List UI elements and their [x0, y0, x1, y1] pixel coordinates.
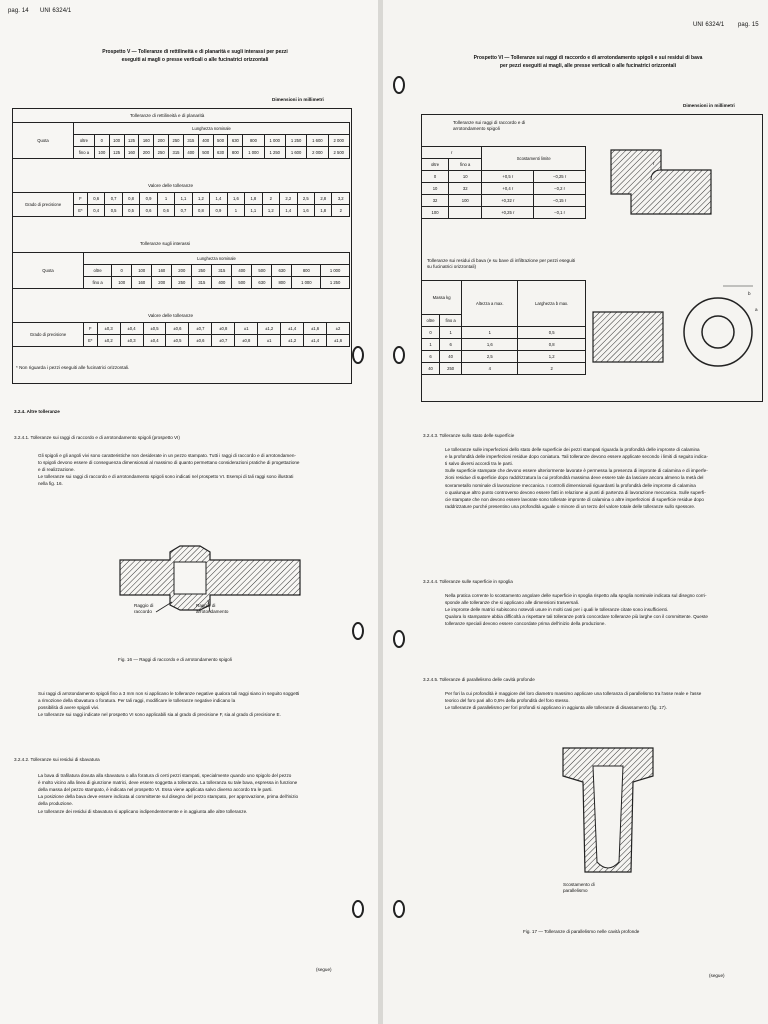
title-line-2: eseguiti ai magli o presse verticali o alle fucinatrici orizzontali	[121, 57, 269, 63]
line: to spigoli devono essere di conseguenza dimensionati al massimo di quanto permettano considerazioni pratiche di progettazione	[38, 460, 300, 466]
table-cell: −0,1 r	[534, 207, 586, 219]
table-cell: 0,6	[157, 205, 174, 217]
table-cell: ±1,6	[304, 323, 327, 335]
table-cell: 2 500	[328, 147, 349, 159]
line: Le tolleranze dei residui di sbavatura si applicano indipendentemente e in aggiunta alle altre tolleranze.	[38, 808, 248, 814]
line: e la profondità delle imperfezioni residue dopo coniatura. Tali tolleranze devono essere applicate secondo i limiti di seguito indica-	[445, 454, 708, 460]
table-cell: 500	[232, 277, 252, 289]
table-cell: 1,4	[280, 205, 297, 217]
fig17-caption: Fig. 17 — Tolleranze di parallelismo nelle cavità profonde	[523, 929, 640, 934]
line: Gli spigoli e gli angoli vivi sono caratteristiche non desiderate in un pezzo stampato. Tutti i raggi di raccordo e di arrotondamen-	[38, 453, 296, 458]
binder-hole	[352, 900, 364, 918]
table-cell: 1,2	[518, 351, 586, 363]
table-cell: 800	[228, 147, 243, 159]
table-cell: 10	[449, 171, 482, 183]
table-cell: ±0,8	[235, 335, 258, 347]
fig16-caption: Fig. 16 — Raggi di raccordo e di arrotondamento spigoli	[118, 657, 232, 662]
line: Le tolleranze di parallelismo per fori profondi si applicano in aggiunta alle tolleranze di disassamento (fig. 17).	[445, 705, 667, 711]
table-cell: 1,6	[462, 339, 518, 351]
table-cell: 1,8	[315, 205, 332, 217]
left-page	[0, 0, 378, 1024]
table-cell: 250	[192, 265, 212, 277]
values-heading: Valore delle tolleranze	[148, 183, 194, 188]
table-cell: 250	[172, 277, 192, 289]
line: sovrametallo nominale di lavorazione meccanica. I controlli dimensionali riguardanti la profondità delle impronte di calamina	[445, 482, 696, 488]
line: Per fori la cui profondità è maggiore del loro diametro massimo applicare una tolleranza di parallelismo tra l'asse reale e l'asse	[445, 691, 702, 696]
table-row	[422, 327, 586, 339]
table-cell: 1 600	[285, 147, 306, 159]
table-cell: 0,6	[87, 193, 104, 205]
table-cell: ±0,8	[212, 323, 235, 335]
quota-label-2: Quota	[13, 253, 84, 289]
table-cell: 1,6	[227, 193, 244, 205]
line: teorico del foro pari allo 0,5% della profondità del foro stesso.	[445, 698, 570, 704]
line: Le impronte delle matrici subiscono notevoli usure in molti casi per i quali le tolleranze citate sono insufficienti.	[445, 607, 669, 613]
length-label: Lunghezza nominale	[74, 123, 350, 135]
table-cell: 0,5	[105, 205, 122, 217]
line: è molto vicino alla linea di giunzione matrici, deve essere soggetta a tolleranza. La tolleranza su tale bava, espressa in funzione	[38, 780, 298, 786]
table-cell: 125	[124, 135, 139, 147]
table1-values	[12, 192, 350, 217]
table2-lengths	[12, 252, 350, 289]
fino-label-2: fino a	[84, 277, 112, 289]
paragraph-3	[38, 690, 368, 718]
line: Sulle superficie stampate che devono essere ulteriormente lavorate è permessa la presenza di impronte di calamina e di imperfe-	[445, 468, 708, 474]
table-cell: 500	[213, 135, 228, 147]
scost-label: Scostamenti limite	[482, 147, 586, 171]
line: a rimozione della sbavatura o foratura. Per tali raggi, modificare le tolleranze negative indicano la	[38, 698, 236, 704]
table-cell: 0,4	[87, 205, 104, 217]
table-cell: 0,9	[140, 193, 157, 205]
line: Nella pratica corrente lo scostamento angolare delle superficie in spoglia rispetto alla spoglia nominale indicata sul disegno corri-	[445, 593, 707, 598]
table-cell: 1 250	[264, 147, 285, 159]
table-cell: −0,15 r	[534, 195, 586, 207]
doc-code: UNI 6324/1	[40, 8, 72, 14]
fig16-label-arrotondamento: Raggio di arrotondamento	[196, 603, 229, 614]
line: Le tolleranze sui raggi di raccordo e di arrotondamento spigoli sono indicati nel prospetto VI. Esempi di tali raggi sono illustrati	[38, 474, 294, 480]
table-cell: 315	[192, 277, 212, 289]
quota-label: Quota	[13, 123, 74, 159]
f-label-2: F	[84, 323, 98, 335]
table-cell: ±0,7	[212, 335, 235, 347]
line: possibilità di avere spigoli vivi.	[38, 705, 100, 711]
section-3-2-4-1: 3.2.4.1. Tolleranze sui raggi di raccordo e di arrotondamento spigoli (prospetto VI)	[14, 435, 180, 440]
segue-left: (segue)	[316, 967, 332, 972]
table-cell: 250	[169, 135, 184, 147]
table-cell: 2 000	[307, 147, 328, 159]
table-cell: 1,1	[175, 193, 192, 205]
prospetto-v-title	[40, 48, 350, 64]
table-cell: ±2	[327, 323, 350, 335]
table-cell: 1	[422, 339, 440, 351]
table-cell: 800	[292, 265, 321, 277]
table-cell: 0	[422, 327, 440, 339]
table-cell: 100	[132, 265, 152, 277]
table-cell: ±0,6	[189, 335, 212, 347]
table-cell: ±0,7	[189, 323, 212, 335]
table-cell: 200	[152, 277, 172, 289]
table-cell: ±1,4	[281, 323, 304, 335]
altezza-label: Altezza a max.	[462, 281, 518, 327]
table-cell: 200	[154, 135, 169, 147]
table-cell: 100	[109, 135, 124, 147]
line: Sui raggi di arrotondamento spigoli fino a 3 mm non si applicano le tolleranze negative qualora tali raggi siano in seguito soggetti	[38, 691, 300, 696]
table-cell: 0	[112, 265, 132, 277]
binder-hole	[393, 630, 405, 648]
table-cell: 2,5	[297, 193, 314, 205]
table-cell: 40	[440, 351, 462, 363]
section-3-2-4-2: 3.2.4.2. Tolleranze sui residui di sbavatura	[14, 757, 100, 762]
table-cell: ±1,2	[281, 335, 304, 347]
table-cell: ±0,4	[120, 323, 143, 335]
line: della produzione.	[38, 801, 73, 807]
page-number: pag. 15	[738, 22, 759, 28]
table-cell: 1 250	[285, 135, 306, 147]
table-cell: 4	[462, 363, 518, 375]
table-cell: 1	[440, 327, 462, 339]
table-cell: 100	[422, 207, 449, 219]
t1-heading: Tolleranze sui raggi di raccordo e di arrotondamento spigoli	[453, 120, 526, 131]
table-cell: 1,8	[245, 193, 262, 205]
table-cell: 160	[152, 265, 172, 277]
table-cell: 630	[252, 277, 272, 289]
table-cell: +0,5 r	[482, 171, 534, 183]
title-line-1: Prospetto VI — Tolleranze sui raggi di raccordo e di arrotondamento spigoli e sui residui di bava	[473, 55, 703, 61]
table-cell: +0,4 r	[482, 183, 534, 195]
table-note: * Non riguarda i pezzi eseguiti alle fucinatrici orizzontali.	[16, 365, 130, 370]
table-cell: 250	[440, 363, 462, 375]
length-label-2: Lunghezza nominale	[84, 253, 350, 265]
table-row	[422, 171, 586, 183]
table-cell: 125	[109, 147, 124, 159]
table1-lengths	[12, 122, 350, 159]
grade-label: Grado di precisione	[13, 193, 74, 217]
table-cell: ±1	[235, 323, 258, 335]
table-cell: 0,8	[518, 339, 586, 351]
table-cell: 6	[422, 351, 440, 363]
table-cell: 1	[462, 327, 518, 339]
table-cell: 400	[183, 147, 198, 159]
oltre-label-2: oltre	[84, 265, 112, 277]
flash-table	[421, 280, 586, 375]
table-cell: 400	[212, 277, 232, 289]
section-3-2-4-5: 3.2.4.5. Tolleranze di parallelismo delle cavità profonde	[423, 677, 535, 682]
table-cell: 6	[440, 339, 462, 351]
right-page	[383, 0, 768, 1024]
table-cell: ±0,3	[120, 335, 143, 347]
radius-table	[421, 146, 586, 219]
table-cell: 2 000	[328, 135, 349, 147]
table-cell: 0,6	[140, 205, 157, 217]
table-cell: 1 250	[321, 277, 350, 289]
table-cell: ±1,2	[258, 323, 281, 335]
fino-label: fino a	[440, 315, 462, 327]
table-cell: 630	[228, 135, 243, 147]
grade-label-2: Grado di precisione	[13, 323, 84, 347]
t2-heading: Tolleranze sui residui di bava (e su bave di infiltrazione per pezzi eseguiti su fucinatrici orizzontali)	[427, 258, 576, 269]
table-cell: 315	[169, 147, 184, 159]
section-3-2-4-3: 3.2.4.3. Tolleranze sullo stato delle superficie	[423, 433, 515, 438]
table-cell: 0,8	[122, 193, 139, 205]
doc-code: UNI 6324/1	[693, 22, 725, 28]
table1-heading: Tolleranze di rettilineità e di planarità	[130, 113, 205, 118]
table-row	[422, 207, 586, 219]
line: cie stampate che non devono essere lavorate sono tollerate impronte di calamina o altre imperfezioni di superficie residue dopo	[445, 496, 704, 502]
table-cell: 100	[94, 147, 109, 159]
table-cell: +0,32 r	[482, 195, 534, 207]
line: Qualora lo stampatore abbia difficoltà a rispettare tali tolleranze potrà concordare tolleranze più larghe con il committente. Queste	[445, 614, 708, 620]
table-cell: 200	[172, 265, 192, 277]
line: zioni residue di superficie dopo raddrizzatura la cui profondità massima deve essere tale da lasciare ancora almeno la metà del	[445, 475, 704, 481]
paragraph-5	[38, 772, 368, 815]
line: sponde alle tolleranze che si applicano alle dimensioni trasversali.	[445, 600, 580, 606]
line: ti salvo diversi accordi tra le parti.	[445, 461, 513, 467]
units-label: Dimensioni in millimetri	[272, 97, 324, 102]
radius-fig	[591, 134, 761, 244]
table-cell: −0,25 r	[534, 171, 586, 183]
binder-hole	[393, 346, 405, 364]
table-cell: ±1,4	[304, 335, 327, 347]
table-cell: 1	[227, 205, 244, 217]
table-cell: 1 000	[321, 265, 350, 277]
flash-fig	[583, 272, 763, 392]
table-cell: 2	[262, 193, 279, 205]
table-cell: 3,2	[332, 193, 350, 205]
title-line-1: Prospetto V — Tolleranze di rettilineità e di planarità e sugli interassi per pezzi	[102, 49, 288, 55]
table-cell: 1 000	[264, 135, 285, 147]
table-row	[422, 195, 586, 207]
table-cell: ±0,5	[143, 323, 166, 335]
binder-hole	[352, 622, 364, 640]
line: La posizione della bava deve essere indicata al committente sul disegno del pezzo stampato, per approvazione, prima dell'inizio	[38, 794, 299, 800]
table-cell: 0,5	[518, 327, 586, 339]
table-cell: 2,5	[462, 351, 518, 363]
line: Le tolleranze sulle imperfezioni dello stato delle superficie dei pezzi stampati riguarda la profondità delle impronte di calamina	[445, 447, 700, 452]
e-label-2: E*	[84, 335, 98, 347]
table-cell: 1 000	[292, 277, 321, 289]
table-row	[422, 363, 586, 375]
table-cell: 200	[139, 147, 154, 159]
paragraph-1	[445, 446, 765, 510]
table2-values	[12, 322, 350, 347]
binder-hole	[393, 900, 405, 918]
table-cell: 0,5	[122, 205, 139, 217]
oltre-label: oltre	[422, 159, 449, 171]
line: o qualunque altro punto controverso devono essere fatti in relazione ai punti di partenza di lavorazione meccanica. Sulle superfi-	[445, 489, 706, 495]
table-cell: ±0,5	[166, 335, 189, 347]
fino-label: fino a	[449, 159, 482, 171]
binder-hole	[352, 346, 364, 364]
table-cell: 1	[157, 193, 174, 205]
table-cell: 315	[183, 135, 198, 147]
table-cell: 32	[422, 195, 449, 207]
table-cell: 0,7	[105, 193, 122, 205]
table-cell: ±1	[258, 335, 281, 347]
table-cell: 1,2	[192, 193, 209, 205]
larghezza-label: Larghezza b max.	[518, 281, 586, 327]
table-cell: 2,2	[280, 193, 297, 205]
line: nella fig. 16.	[38, 481, 63, 487]
table-cell: +0,25 r	[482, 207, 534, 219]
table-cell: −0,2 r	[534, 183, 586, 195]
label-a: a	[755, 307, 758, 312]
table-cell: 1,1	[245, 205, 262, 217]
table-cell: 0,9	[210, 205, 227, 217]
table-row	[422, 183, 586, 195]
fig16-label-raccordo: Raggio di raccordo	[134, 603, 154, 614]
e-label: E*	[74, 205, 88, 217]
fino-label: fino a	[74, 147, 95, 159]
table-cell: ±0,2	[97, 335, 120, 347]
table-cell: 40	[422, 363, 440, 375]
table-cell	[449, 207, 482, 219]
fig17-drawing	[553, 742, 663, 892]
table-row	[422, 351, 586, 363]
table-cell: 800	[243, 135, 264, 147]
table-cell: 0	[94, 135, 109, 147]
line: Le tolleranze sui raggi indicate nel prospetto VI sono applicabili sia al grado di precisione F, sia al grado di precisione E.	[38, 712, 281, 718]
table-cell: 0,8	[192, 205, 209, 217]
page-number: pag. 14	[8, 8, 29, 14]
f-label: F	[74, 193, 88, 205]
table-cell: 100	[112, 277, 132, 289]
table-cell: ±0,4	[143, 335, 166, 347]
line: della massa del pezzo stampato, è indicata nel prospetto VI. Essa viene applicata salvo diverso accordo tra le parti.	[38, 787, 273, 793]
title-line-2: per pezzi eseguiti ai magli, alle presse verticali o alle fucinatrici orizzontali	[499, 63, 677, 69]
line: tolleranze speciali devono essere concordate prima dell'inizio della produzione.	[445, 621, 606, 627]
r-label: r	[422, 147, 482, 159]
table-cell: 2,8	[315, 193, 332, 205]
table-row	[422, 339, 586, 351]
table-cell: 160	[124, 147, 139, 159]
line: La bava di trafilatura dovuta alla sbavatura o alla foratura di certi pezzi stampati, specialmente quando uno spigolo del pezzo	[38, 773, 292, 778]
prospetto-vi-title	[443, 54, 733, 70]
table-cell: 500	[198, 147, 213, 159]
table-cell: 315	[212, 265, 232, 277]
table-cell: 630	[272, 265, 292, 277]
table-cell: ±1,6	[327, 335, 350, 347]
label-r: r	[653, 161, 655, 166]
paragraph-1	[38, 452, 363, 488]
table-cell: 160	[132, 277, 152, 289]
line: raddrizzature purché presentino una profondità uguale o minore di un terzo del valore totale delle tolleranze sullo spessore.	[445, 503, 696, 509]
table-cell: 1,4	[210, 193, 227, 205]
massa-label: Massa kg	[422, 281, 462, 315]
paragraph-2	[445, 592, 765, 628]
oltre-label: oltre	[422, 315, 440, 327]
table-cell: 10	[422, 183, 449, 195]
units-label: Dimensioni in millimetri	[683, 103, 735, 108]
table-cell: 0,7	[175, 205, 192, 217]
fig17-label: Scostamento di parallelismo	[563, 882, 595, 893]
table-cell: 800	[272, 277, 292, 289]
table-cell: 1,6	[297, 205, 314, 217]
values-heading-2: Valore delle tolleranze	[148, 313, 194, 318]
label-b: b	[748, 291, 751, 296]
table-cell: 0	[422, 171, 449, 183]
table-cell: ±0,6	[166, 323, 189, 335]
oltre-label: oltre	[74, 135, 95, 147]
table-cell: 500	[252, 265, 272, 277]
section-3-2-4-4: 3.2.4.4. Tolleranze sulle superficie in spoglia	[423, 579, 513, 584]
line: e di realizzazione.	[38, 467, 75, 473]
table-cell: 400	[198, 135, 213, 147]
table-cell: 400	[232, 265, 252, 277]
table-cell: 2	[518, 363, 586, 375]
table-cell: 1 600	[307, 135, 328, 147]
section-3-2-4: 3.2.4. Altre tolleranze	[14, 409, 60, 414]
table-cell: 630	[213, 147, 228, 159]
segue-right: (segue)	[709, 973, 725, 978]
table-cell: 1 000	[243, 147, 264, 159]
table-cell: 32	[449, 183, 482, 195]
paragraph-3	[445, 690, 765, 711]
table-cell: 160	[139, 135, 154, 147]
table2-heading: Tolleranze sugli interassi	[140, 241, 191, 246]
table-cell: 2	[332, 205, 350, 217]
table-cell: 1,2	[262, 205, 279, 217]
table-cell: ±0,3	[97, 323, 120, 335]
table-cell: 250	[154, 147, 169, 159]
table-cell: 100	[449, 195, 482, 207]
binder-hole	[393, 76, 405, 94]
